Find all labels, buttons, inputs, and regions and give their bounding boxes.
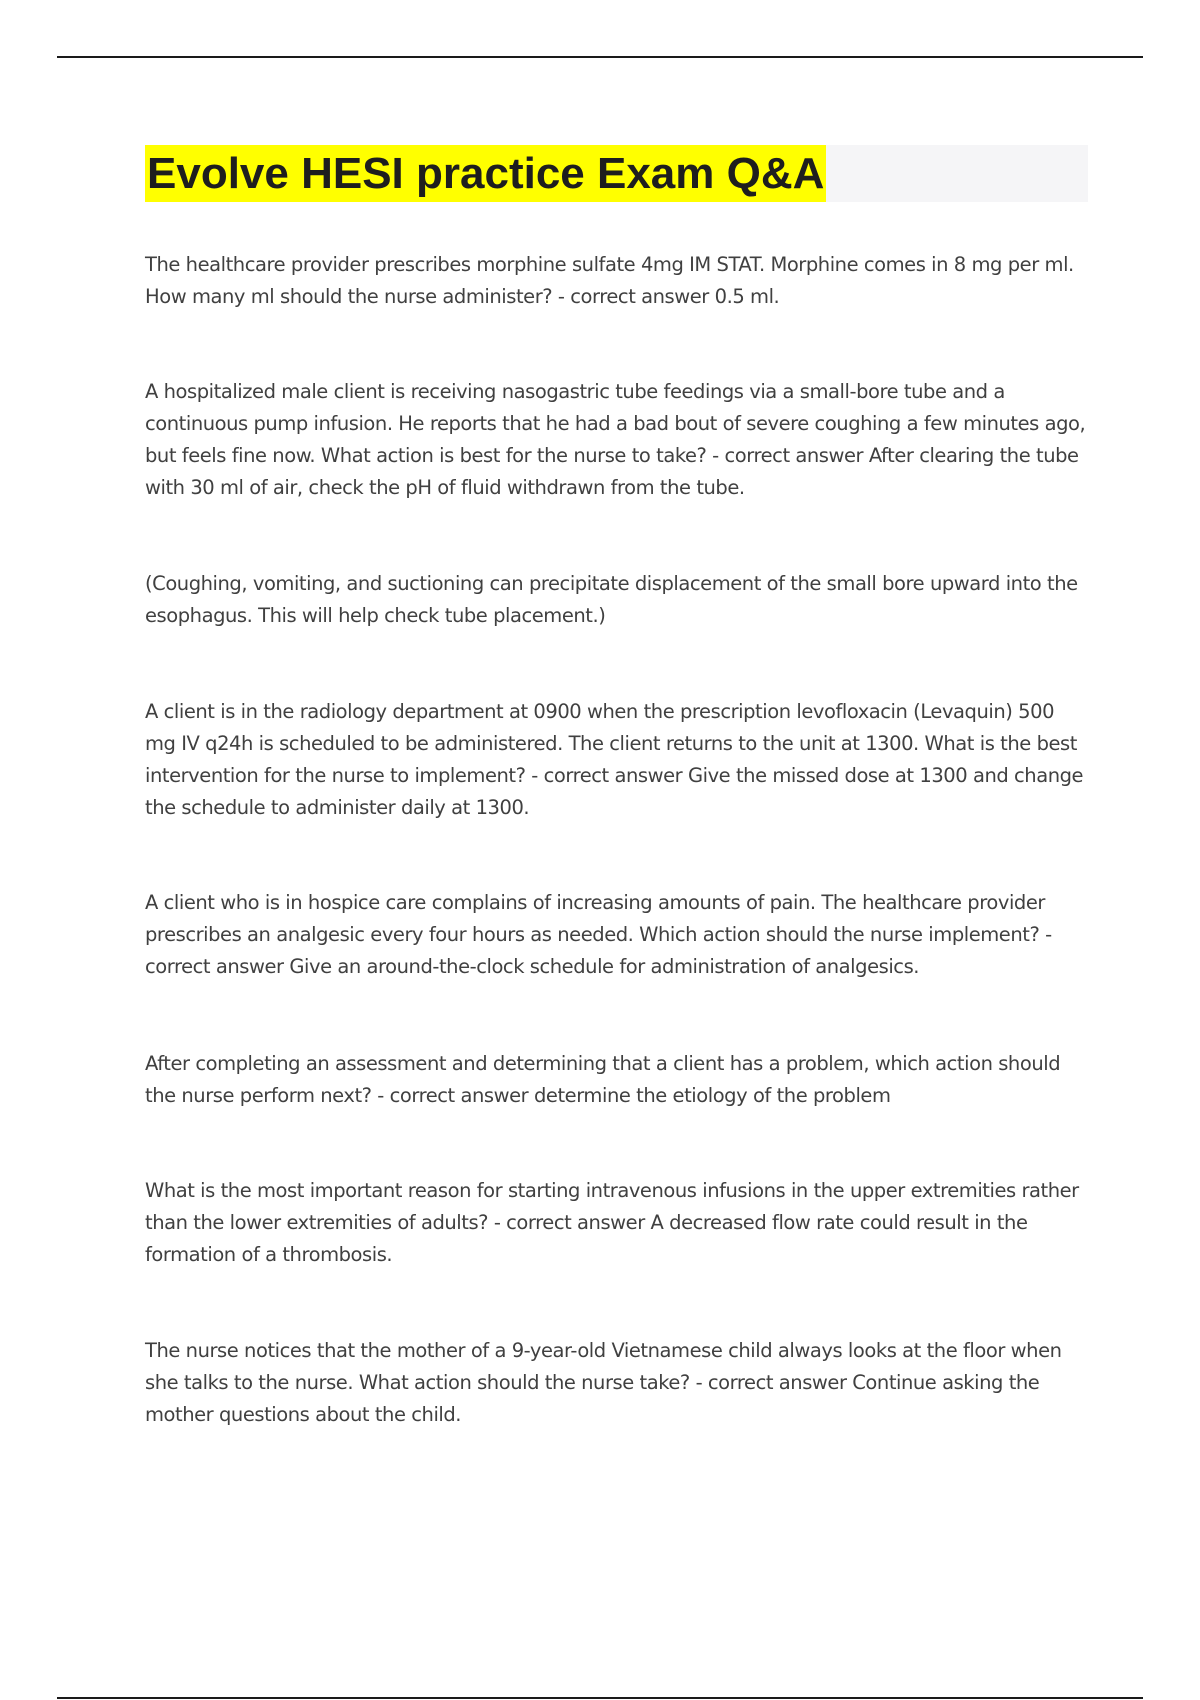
qa-paragraph: A client is in the radiology department at 0900 when the prescription levofloxacin (Levaquin) 500 mg IV q24h is scheduled to be administered. The client returns to the unit at 1300. What is the best intervention for the nurse to implement? - correct answer Give the missed dose at 1300 and change the schedule to administer daily at 1300. xyxy=(145,700,1084,819)
qa-paragraph: A client who is in hospice care complains of increasing amounts of pain. The healthcare provider prescribes an analgesic every four hours as needed. Which action should the nurse implement? - correct answer Give an around-the-clock schedule for administration of analgesics. xyxy=(145,891,1052,978)
qa-rationale: (Coughing, vomiting, and suctioning can precipitate displacement of the small bore upward into the esophagus. This will help check tube placement.) xyxy=(145,572,1078,627)
document-title: Evolve HESI practice Exam Q&A xyxy=(145,145,826,202)
qa-paragraph: After completing an assessment and determining that a client has a problem, which action should the nurse perform next? - correct answer determine the etiology of the problem xyxy=(145,1052,1061,1107)
qa-paragraph: The healthcare provider prescribes morphine sulfate 4mg IM STAT. Morphine comes in 8 mg per ml. How many ml should the nurse administer? - correct answer 0.5 ml. xyxy=(145,253,1074,308)
qa-paragraph: A hospitalized male client is receiving nasogastric tube feedings via a small-bore tube and a continuous pump infusion. He reports that he had a bad bout of severe coughing a few minutes ago, but feels fine now. What action is best for the nurse to take? - correct answer After clearing the tube with 30 ml of air, check the pH of fluid withdrawn from the tube. xyxy=(145,380,1086,499)
qa-paragraph: What is the most important reason for starting intravenous infusions in the upper extremities rather than the lower extremities of adults? - correct answer A decreased flow rate could result in the formation of a thrombosis. xyxy=(145,1179,1079,1266)
header-rule xyxy=(57,56,1143,58)
footer-rule xyxy=(57,1697,1143,1699)
qa-paragraph: The nurse notices that the mother of a 9-year-old Vietnamese child always looks at the floor when she talks to the nurse. What action should the nurse take? - correct answer Continue asking the mother questions about the child. xyxy=(145,1339,1062,1426)
